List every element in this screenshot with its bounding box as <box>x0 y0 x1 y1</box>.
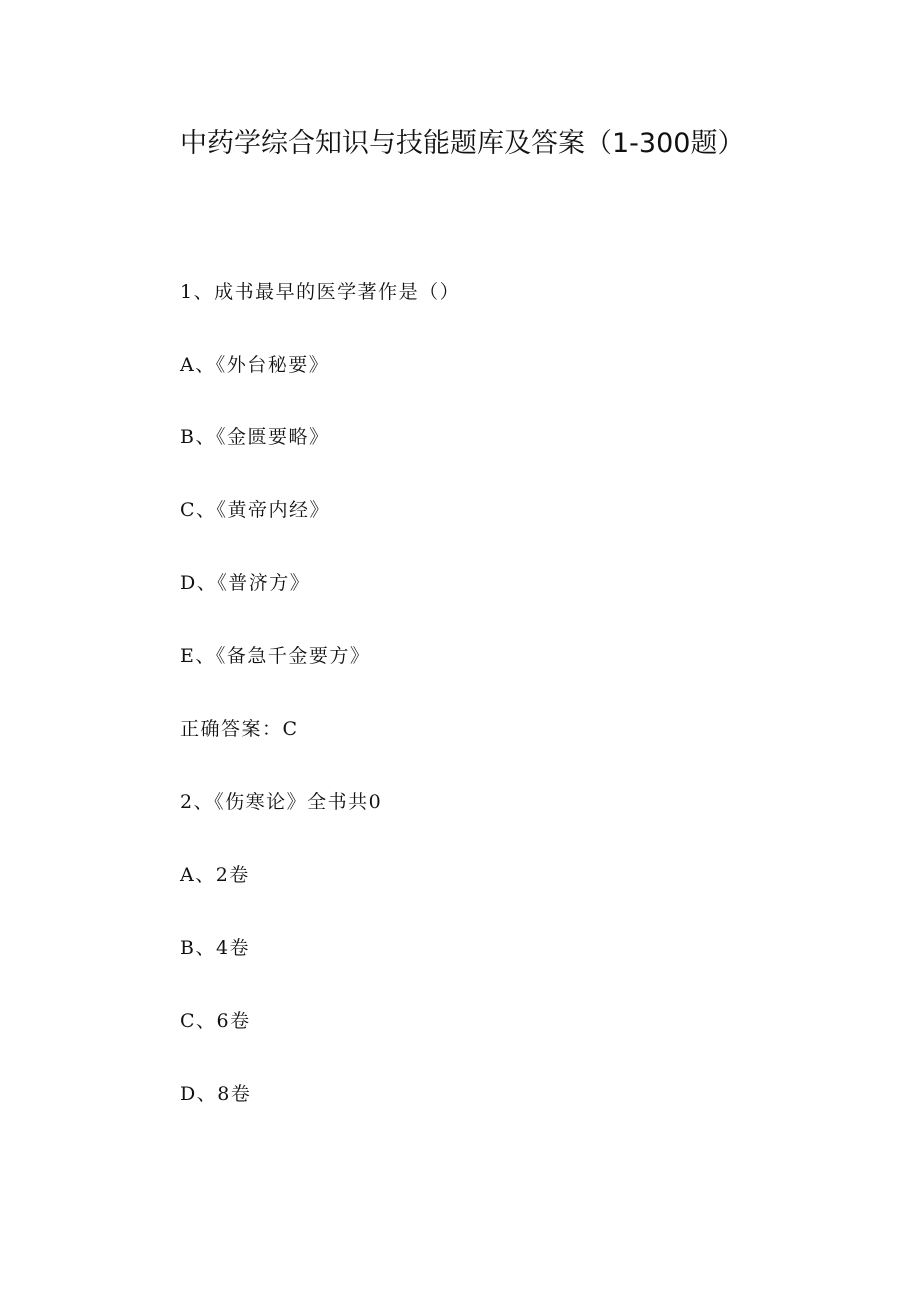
correct-answer: 正确答案：C <box>180 718 299 740</box>
question-stem: 2、《伤寒论》全书共0 <box>180 791 383 813</box>
answer-option: A、2卷 <box>180 864 250 886</box>
answer-option: C、6卷 <box>180 1010 251 1032</box>
page-title: 中药学综合知识与技能题库及答案（1-300题） <box>180 128 745 159</box>
answer-option: A、《外台秘要》 <box>180 354 330 376</box>
answer-option: C、《黄帝内经》 <box>180 499 331 521</box>
answer-option: D、《普济方》 <box>180 572 311 594</box>
answer-option: D、8卷 <box>180 1083 252 1105</box>
question-stem: 1、成书最早的医学著作是（） <box>180 281 461 303</box>
answer-option: B、4卷 <box>180 937 251 959</box>
answer-option: B、《金匮要略》 <box>180 426 330 448</box>
answer-option: E、《备急千金要方》 <box>180 645 371 667</box>
